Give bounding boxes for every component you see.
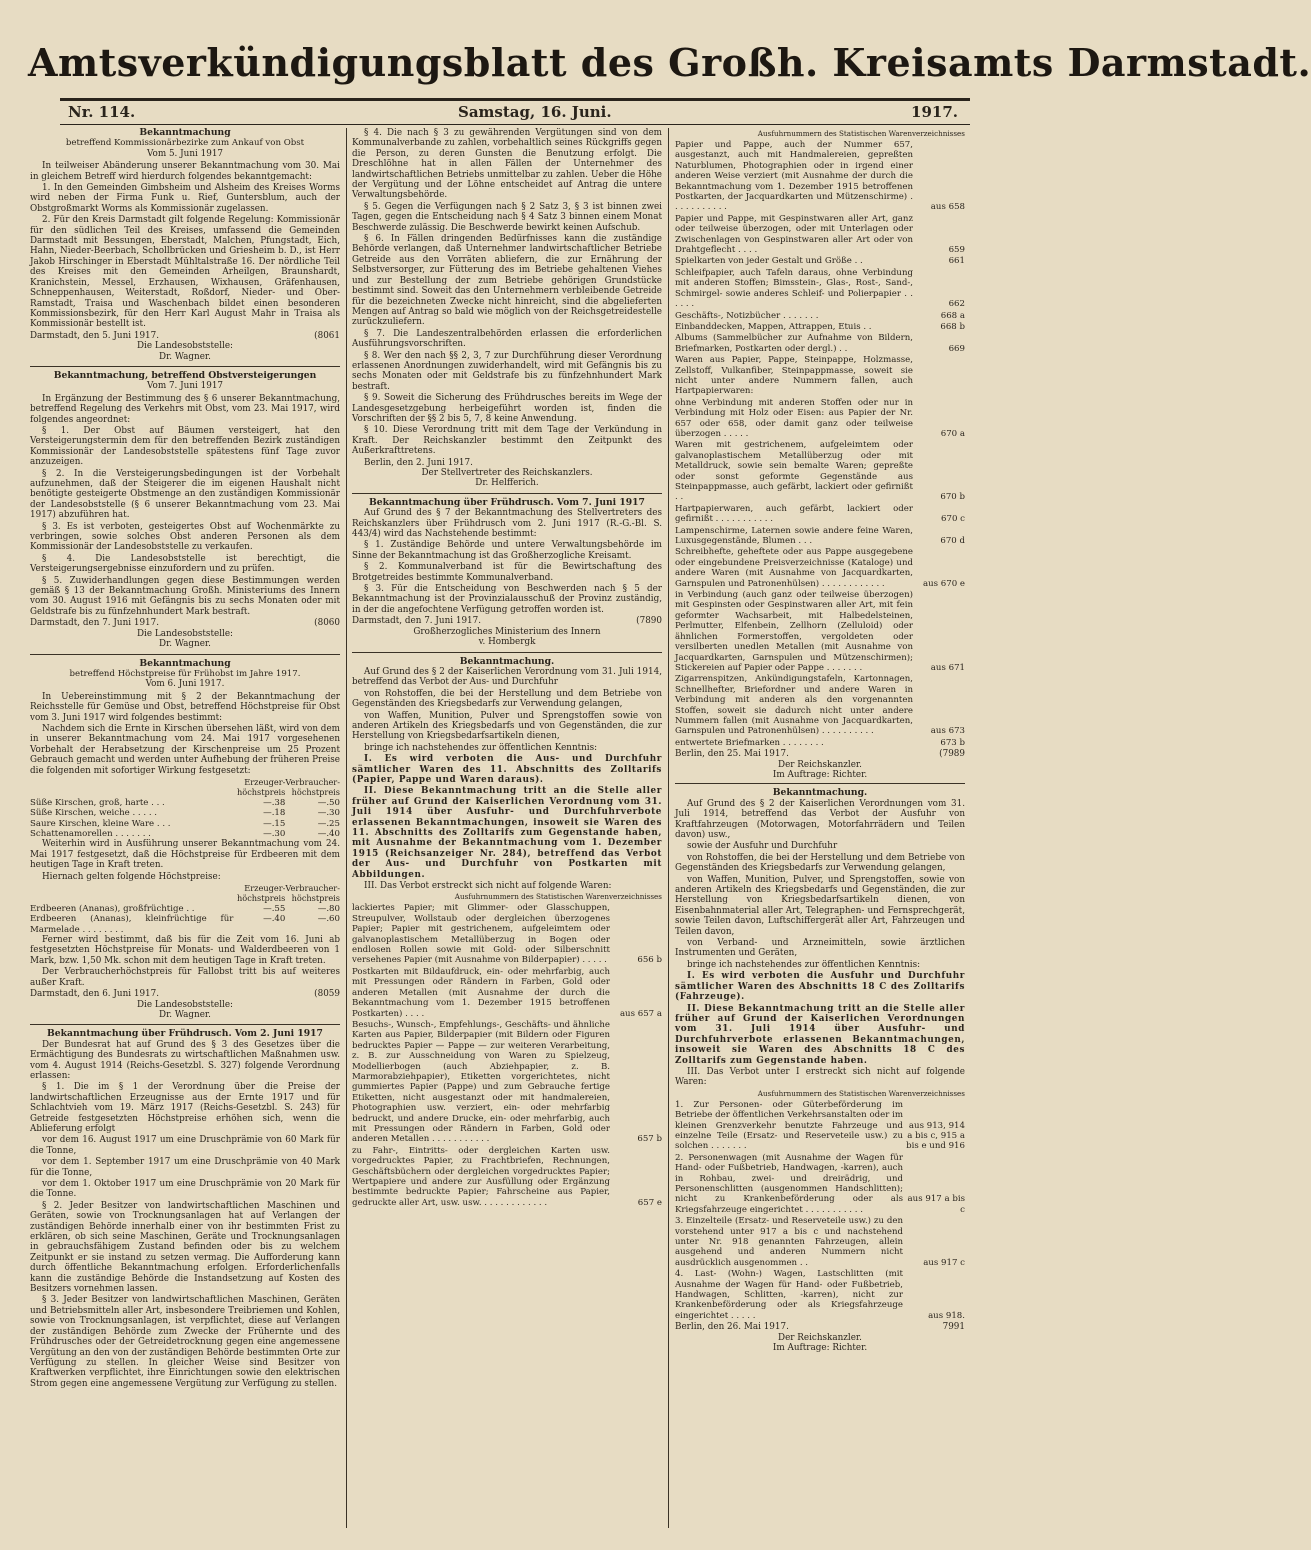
- consumer-price: —.30: [317, 808, 340, 819]
- notice-threshing-implementation: [352, 498, 662, 648]
- table-row: [30, 819, 340, 829]
- list-item: [352, 967, 662, 1020]
- column-header: Ausfuhrnummern des Statistischen Warenverzeichnisses: [757, 129, 965, 138]
- paragraph: § 3. Jeder Besitzer von landwirtschaftlichen Maschinen, Geräten und Betriebsmitteln aller Art, insbesondere Treibriemen und Kohlen, sowie von Trocknungsanlagen, ist verpflichtet, diese auf Verlangen der zuständigen Behörde zum Zwecke der Frühernte und des Frühdrusches oder der Getreidetrocknung gegen eine angemessene Vergütung an den von der zuständigen Behörde bestimmten Orte zur Verfügung zu stellen. In gleicher Weise sind Besitzer von Kraftwerken verpflichtet, ihre Einrichtungen sowie den elektrischen Strom gegen eine angemessene Vergütung zur Verfügung zu stellen.: [30, 1295, 340, 1389]
- masthead-title: Amtsverkündigungsblatt des Großh. Kreisamts Darmstadt.: [28, 40, 1311, 85]
- table-row: [30, 904, 340, 914]
- item-number: 661: [948, 256, 965, 267]
- paragraph: bringe ich nachstehendes zur öffentlichen Kenntnis:: [364, 742, 598, 753]
- item-number: 670 d: [940, 536, 965, 547]
- list-item: [675, 311, 965, 322]
- item-description: Papier und Pappe, mit Gespinstwaren aller Art, ganz oder teilweise überzogen, oder mit Unterlagen oder Zwischenlagen von Gespinstwaren aller Art oder von Drahtgeflecht . . . .: [675, 213, 913, 256]
- item-number: aus 917 a bis c: [907, 1194, 965, 1215]
- paragraph: § 2. Jeder Besitzer von landwirtschaftlichen Maschinen und Geräten, sowie von Trocknungsanlagen hat auf Verlangen der zuständigen Behörde innerhalb einer von ihr bestimmten Frist zu erklären, ob sich seine Maschinen, Geräte und Trocknungsanlagen in gebrauchsfähigem Zustand befinden oder bis zu welchem Zeitpunkt er sie instand zu setzen vermag. Die Aufforderung kann durch öffentliche Bekanntmachung erfolgen. Erforderlichenfalls kann die zuständige Behörde die Instandsetzung auf Kosten des Besitzers vornehmen lassen.: [30, 1200, 340, 1295]
- signer-name: v. Hombergk: [478, 637, 536, 648]
- notice-paper-export-ban: [352, 657, 662, 1210]
- paragraph: Auf Grund des § 2 der Kaiserlichen Verordnungen vom 31. Juli 1914, betreffend das Verbot der Ausfuhr von Kraftfahrzeugen (Motorwagen, Motorfahrrädern und Teilen davon) usw.,: [675, 798, 965, 840]
- paragraph: § 4. Die nach § 3 zu gewährenden Vergütungen sind von dem Kommunalverbande zu zahlen, vorbehaltlich seines Rückgriffs gegen die Person, zu deren Gunsten die Benutzung erfolgt. Die Dreschlöhne hat in allen Fällen der Unternehmer des landwirtschaftlichen Betriebs unmittelbar zu zahlen. Ueber die Höhe der Vergütung und der Löhne entscheidet auf Antrag die untere Verwaltungsbehörde.: [352, 128, 662, 201]
- producer-price: —.30: [263, 829, 286, 839]
- paragraph: § 7. Die Landeszentralbehörden erlassen die erforderlichen Ausführungsvorschriften.: [352, 328, 662, 350]
- item-number: aus 673: [930, 726, 965, 737]
- notice-title: Bekanntmachung: [139, 657, 231, 669]
- notice-commission-districts: [30, 128, 340, 362]
- item-number: 657 e: [637, 1197, 662, 1208]
- paragraph: § 8. Wer den nach §§ 2, 3, 7 zur Durchführung dieser Verordnung erlassenen Anordnungen zuwiderhandelt, wird mit Gefängnis bis zu sechs Monaten oder mit Geldstrafe bis zu fünfzehnhundert Mark bestraft.: [352, 350, 662, 392]
- notice-date: Vom 5. Juni 1917: [146, 148, 224, 159]
- row-label: Schattenamorellen . . . . . . .: [30, 829, 151, 839]
- item-description: Hartpapierwaren, auch gefärbt, lackiert oder gefirnißt . . . . . . . . . . .: [675, 503, 913, 525]
- signer-name: Dr. Wagner.: [159, 351, 211, 362]
- paragraph: bringe ich nachstehendes zur öffentlichen Kenntnis:: [687, 959, 921, 970]
- paragraph: § 3. Für die Entscheidung von Beschwerden nach § 5 der Bekanntmachung ist der Provinzialausschuß der Provinz zuständig, in der die angefochtene Verfügung getroffen worden ist.: [352, 584, 662, 615]
- paragraph: von Waffen, Munition, Pulver, und Sprengstoffen, sowie von anderen Artikeln des Kriegsbedarfs und Gegenständen, die zur Herstellung von Kriegsbedarfsartikeln dienen, von Eisenbahnmaterial aller Art, Telegraphen- und Fernsprechgerät, sowie Teilen davon, Luftschiffergerät aller Art, Fahrzeugen und Teilen davon,: [675, 874, 965, 937]
- paragraph: III. Das Verbot unter I erstreckt sich nicht auf folgende Waren:: [675, 1066, 965, 1088]
- paragraph: In teilweiser Abänderung unserer Bekanntmachung vom 30. Mai in gleichem Betreff wird hierdurch folgendes bekanntgemacht:: [30, 161, 340, 182]
- item-description: Albums (Sammelbücher zur Aufnahme von Bildern, Briefmarken, Postkarten oder dergl.) . .: [675, 333, 913, 354]
- paragraph: III. Das Verbot erstreckt sich nicht auf folgende Waren:: [364, 881, 612, 892]
- item-description: 2. Personenwagen (mit Ausnahme der Wagen für Hand- oder Fußbetrieb, Handwagen, -karren), auch in Rohbau, zwei- und dreirädrig, und Personenschlitten (ausgenommen Handschlitten); nicht zu Krankenbeförderung oder als Kriegsfahrzeuge eingerichtet . . . . . . . . . . .: [675, 1152, 903, 1215]
- item-description: 4. Last- (Wohn-) Wagen, Lastschlitten (mit Ausnahme der Wagen für Hand- oder Fußbetrieb, Handwagen, Schlitten, -karren), nicht zur Krankenbeförderung oder als Kriegsfahrzeuge eingerichtet . . . . .: [675, 1269, 903, 1321]
- list-item: [675, 1216, 965, 1269]
- list-item: [675, 1100, 965, 1153]
- table-header-row: [30, 777, 340, 798]
- signer-name: Im Auftrage: Richter.: [772, 769, 868, 780]
- paragraph: Nachdem sich die Ernte in Kirschen übersehen läßt, wird von dem in unserer Bekanntmachung vom 24. Mai 1917 vorgesehenen Vorbehalt der Herabsetzung der Kirschenpreise um 25 Prozent Gebrauch gemacht und werden unter Aufhebung der früheren Preise die folgenden mit sofortiger Wirkung festgesetzt:: [30, 723, 340, 776]
- signature-line: [675, 749, 965, 759]
- paragraph: vor dem 1. Oktober 1917 um eine Druschprämie von 20 Mark für die Tonne.: [30, 1179, 340, 1200]
- exempt-goods-list: [352, 903, 662, 1209]
- column-header: Verbraucher- höchstpreis: [285, 883, 340, 904]
- exempt-vehicles-list: [675, 1100, 965, 1323]
- separator: [352, 493, 662, 494]
- signer-name: Dr. Wagner.: [159, 639, 211, 650]
- place-date: Darmstadt, den 7. Juni 1917.: [352, 616, 482, 627]
- paragraph: § 2. In die Versteigerungsbedingungen ist der Vorbehalt aufzunehmen, daß der Steigerer die im eigenen Haushalt nicht benötigte gesteigerte Obstmenge an den zuständigen Kommissionär der Landesobststelle (§ 6 unserer Bekanntmachung vom 23. Mai 1917) abzuführen hat.: [30, 468, 340, 521]
- signature-line: [30, 989, 340, 999]
- issue-year: 1917.: [911, 103, 958, 121]
- separator: [352, 652, 662, 653]
- paragraph: vor dem 16. August 1917 um eine Druschprämie von 60 Mark für die Tonne,: [30, 1135, 340, 1156]
- item-description: Zigarrenspitzen, Ankündigungstafeln, Kartonnagen, Schnellhefter, Briefordner und andere Waren in Verbindung mit anderen als den vorgenannten Stoffen, soweit sie dadurch nicht unter andere Nummern fallen (mit Ausnahme von Jacquardkarten, Garnspulen und Patronenhülsen) . . . . . . . . . .: [675, 674, 913, 737]
- item-description: Einbanddecken, Mappen, Attrappen, Etuis . .: [675, 321, 872, 332]
- item-number: aus 671: [930, 662, 965, 673]
- issue-date: Samstag, 16. Juni.: [458, 103, 612, 121]
- table-header-row: [30, 883, 340, 904]
- notice-title: Bekanntmachung, betreffend Obstversteigerungen: [53, 369, 317, 381]
- reference-number: (7890: [636, 616, 662, 627]
- item-number: 670 a: [940, 428, 965, 439]
- column-divider-1: [346, 128, 347, 1528]
- item-number: 662: [948, 299, 965, 310]
- dateline: [68, 103, 958, 123]
- column-divider-2: [668, 128, 669, 1528]
- paragraph: von Rohstoffen, die bei der Herstellung und dem Betriebe von Gegenständen des Kriegsbedarfs zur Verwendung gelangen,: [675, 852, 965, 874]
- row-label: Erdbeeren (Ananas), großfrüchtige . .: [30, 903, 195, 914]
- list-item: [675, 547, 965, 590]
- place-date: Darmstadt, den 6. Juni 1917.: [30, 989, 160, 1000]
- item-number: aus 658: [930, 202, 965, 213]
- signature-line: [675, 1322, 965, 1332]
- column-header: Ausfuhrnummern des Statistischen Warenverzeichnisses: [757, 1088, 965, 1098]
- spaced-paragraph: II. Diese Bekanntmachung tritt an die Stelle aller früher auf Grund der Kaiserlichen Verordnung vom 31. Juli 1914 über Ausfuhr- und Durchfuhrverbote erlassenen Bekanntmachungen, insoweit sie Waren des 11. Abschnitts des Zolltarifs zum Gegenstande haben, mit Ausnahme der Bekanntmachung vom 1. Dezember 1915 (Reichsanzeiger Nr. 284), betreffend das Verbot der Aus- und Durchfuhr von Postkarten mit Abbildungen.: [352, 786, 662, 880]
- row-label: Erdbeeren (Ananas), kleinfrüchtige für Marmelade . . . . . . . .: [30, 914, 234, 935]
- consumer-price: —.80: [317, 903, 340, 914]
- producer-price: —.15: [263, 818, 286, 829]
- signature-line: [352, 616, 662, 626]
- notice-title: Bekanntmachung über Frühdrusch. Vom 7. Juni 1917: [369, 496, 645, 508]
- item-number: aus 917 c: [923, 1257, 965, 1268]
- list-item: [675, 268, 965, 311]
- item-description: lackiertes Papier; mit Glimmer- oder Glasschuppen, Streupulver, Wollstaub oder dergleichen überzogenes Papier; Papier mit gestrichenem, aufgeleimtem oder galvanoplastischem Metallüberzug in Bogen oder endlosen Rollen sowie mit Gold- oder Silberschnitt versehenes Papier (mit Ausnahme von Bilderpapier) . . . . .: [352, 903, 610, 966]
- item-number: 668 b: [940, 321, 965, 332]
- signer-office: Der Stellvertreter des Reichskanzlers.: [421, 468, 593, 478]
- list-item: [675, 1269, 965, 1322]
- notice-date: Vom 7. Juni 1917: [146, 381, 224, 392]
- signer-office: Die Landesobststelle:: [136, 999, 233, 1010]
- row-label: Saure Kirschen, kleine Ware . . .: [30, 818, 171, 829]
- list-item: [675, 504, 965, 526]
- signer-office: Die Landesobststelle:: [136, 341, 233, 352]
- issue-number: Nr. 114.: [68, 103, 136, 121]
- paragraph: Der Bundesrat hat auf Grund des § 3 des Gesetzes über die Ermächtigung des Bundesrats zu wirtschaftlichen Maßnahmen usw. vom 4. August 1914 (Reichs-Gesetzbl. S. 327) folgende Verordnung erlassen:: [30, 1039, 340, 1081]
- item-description: 3. Einzelteile (Ersatz- und Reserveteile usw.) zu den vorstehend unter 917 a bis c und nachstehend unter Nr. 918 genannten Fahrzeugen, allein ausgehend und anderen Nummern nicht ausdrücklich ausgenommen . .: [675, 1216, 903, 1268]
- item-number: 668 a: [940, 310, 965, 321]
- list-item: [675, 526, 965, 548]
- paragraph: Hiernach gelten folgende Höchstpreise:: [42, 871, 221, 882]
- paragraph: In Uebereinstimmung mit § 2 der Bekanntmachung der Reichsstelle für Gemüse und Obst, betreffend Höchstpreise für Obst vom 3. Juni 1917 wird folgendes bestimmt:: [30, 691, 340, 723]
- paragraph: § 1. Die im § 1 der Verordnung über die Preise der landwirtschaftlichen Erzeugnisse aus der Ernte 1917 und für Schlachtvieh vom 19. März 1917 (Reichs-Gesetzbl. S. 243) für Getreide festgesetzten Höchstpreise erhöhen sich, wenn die Ablieferung erfolgt: [30, 1082, 340, 1134]
- reference-number: (8060: [314, 618, 340, 629]
- item-number: aus 657 a: [619, 1008, 662, 1019]
- paragraph: § 5. Zuwiderhandlungen gegen diese Bestimmungen werden gemäß § 13 der Bekanntmachung Großh. Ministeriums des Innern vom 30. August 1916 mit Gefängnis bis zu sechs Monaten oder mit Geldstrafe bis zu fünfzehnhundert Mark bestraft.: [30, 575, 340, 617]
- separator: [30, 1024, 340, 1025]
- item-description: in Verbindung (auch ganz oder teilweise überzogen) mit Gespinsten oder Gespinstwaren aller Art, mit fein geformter Wachsarbeit, mit Halbedelsteinen, Perlmutter, Elfenbein, Zellhorn (Zelluloid) oder ähnlichen Formerstoffen, vergoldeten oder versilberten unedlen Metallen (mit Ausnahme von Jacquardkarten, Garnspulen und Mützenschirmen); Stickereien auf Papier oder Pappe . . . . . . .: [675, 590, 913, 673]
- notice-title: Bekanntmachung.: [772, 787, 868, 799]
- list-item: [675, 355, 965, 398]
- item-description: Spielkarten von jeder Gestalt und Größe . .: [675, 256, 863, 267]
- item-description: Besuchs-, Wunsch-, Empfehlungs-, Geschäfts- und ähnliche Karten aus Papier, Bilderpapier (mit Bildern oder Figuren bedrucktes Papier — Pappe — zur weiteren Verarbeitung, z. B. zur Ausschneidung von Waren zu Spielzeug, Modellierbogen (auch Abziehpapier, z. B. Marmorabziehpapier), Etiketten vorgerichtetes, nicht gummiertes Papier (Pappe) und zum Gebrauche fertige Etiketten, nicht ausgestanzt oder mit handmalereien, Photographien usw. verziert, ein- oder mehrfarbig bedruckt, und andere Drucke, ein- oder mehrfarbig, auch mit Pressungen oder Rändern in Farben, Gold oder anderen Metallen . . . . . . . . . . .: [352, 1019, 610, 1145]
- list-item: [352, 1146, 662, 1209]
- item-description: Geschäfts-, Notizbücher . . . . . . .: [675, 310, 819, 321]
- list-item: [675, 440, 965, 503]
- place-date: Darmstadt, den 7. Juni 1917.: [30, 618, 160, 629]
- place-date: Darmstadt, den 5. Juni 1917.: [30, 330, 160, 341]
- notice-title: Bekanntmachung: [139, 127, 231, 138]
- paragraph: sowie der Ausfuhr und Durchfuhr: [687, 841, 838, 852]
- paragraph: § 10. Diese Verordnung tritt mit dem Tage der Verkündung in Kraft. Der Reichskanzler bestimmt den Zeitpunkt des Außerkrafttretens.: [352, 425, 662, 457]
- notice-vehicle-export-ban: [675, 788, 965, 1353]
- item-number: aus 670 e: [922, 578, 965, 589]
- list-item: [675, 256, 965, 267]
- item-description: entwertete Briefmarken . . . . . . . .: [675, 737, 824, 748]
- cherry-price-table: [30, 777, 340, 839]
- paragraph: § 9. Soweit die Sicherung des Frühdrusches bereits im Wege der Landesgesetzgebung herbeigeführt worden ist, finden die Vorschriften der §§ 2 bis 5, 7, 8 keine Anwendung.: [352, 393, 662, 424]
- column-2: [352, 128, 662, 1538]
- spaced-paragraph: II. Diese Bekanntmachung tritt an die Stelle aller früher auf Grund der Kaiserlichen Verordnungen vom 31. Juli 1914 über Ausfuhr- und Durchfuhrverbote erlassenen Bekanntmachungen, insoweit sie Waren des Abschnitts 18 C des Zolltarifs zum Gegenstande haben.: [675, 1003, 965, 1066]
- list-item: [675, 1153, 965, 1216]
- masthead-rule-bottom: [60, 124, 970, 125]
- paragraph: Ferner wird bestimmt, daß bis für die Zeit vom 16. Juni ab festgesetzten Höchstpreise für Monats- und Walderdbeeren von 1 Mark, bzw. 1,50 Mk. schon mit dem heutigen Tage in Kraft treten.: [30, 935, 340, 966]
- column-header: Ausfuhrnummern des Statistischen Warenverzeichnisses: [454, 892, 662, 902]
- paper-goods-list: [675, 140, 965, 749]
- column-1: [30, 128, 340, 1538]
- signer-office: Großherzogliches Ministerium des Innern: [413, 626, 601, 637]
- strawberry-price-table: [30, 883, 340, 935]
- notice-title: Bekanntmachung über Frühdrusch. Vom 2. Juni 1917: [47, 1028, 323, 1040]
- item-number: aus 913, 914 a bis c, 915 a bis e und 916: [906, 1120, 965, 1152]
- notice-subtitle: betreffend Kommissionärbezirke zum Ankauf von Obst: [65, 138, 305, 149]
- paragraph: In Ergänzung der Bestimmung des § 6 unserer Bekanntmachung, betreffend Regelung des Verkehrs mit Obst, vom 23. Mai 1917, wird folgendes angeordnet:: [30, 393, 340, 425]
- place-date: Berlin, den 2. Juni 1917.: [364, 457, 473, 468]
- paragraph: 2. Für den Kreis Darmstadt gilt folgende Regelung: Kommissionär für den südlichen Teil des Kreises, umfassend die Gemeinden Darmstadt mit Bessungen, Eberstadt, Malchen, Pfungstadt, Eich, Hahn, Nieder-Beerbach, Schollbrücken und Griesheim b. D., ist Herr Jakob Hirschinger in Eberstadt Mühltalstraße 16. Der nördliche Teil des Kreises mit den Gemeinden Arheilgen, Braunshardt, Kranichstein, Messel, Erzhausen, Wixhausen, Gräfenhausen, Schneppenhausen, Weiterstadt, Roßdorf, Nieder- und Ober-Ramstadt, Traisa und Waschenbach bildet einen besonderen Kommissionsbezirk, für den Herr Karl August Mahr in Traisa als Kommissionär bestellt ist.: [30, 215, 340, 330]
- paragraph: von Waffen, Munition, Pulver und Sprengstoffen sowie von anderen Artikeln des Kriegsbedarfs und von Gegenständen, die zur Herstellung von Kriegsbedarfsartikeln dienen,: [352, 710, 662, 742]
- signer-name: Dr. Helfferich.: [475, 478, 539, 489]
- item-description: Schreibhefte, geheftete oder aus Pappe ausgegebene oder eingebundene Preisverzeichnisse (Kataloge) und andere Waren (mit Ausnahme von Jacquardkarten, Garnspulen und Patronenhülsen) . . . . . . . . . . . .: [675, 547, 913, 589]
- item-number: 673 b: [940, 737, 965, 748]
- reference-number: (8061: [314, 330, 340, 341]
- notice-date: Vom 6. Juni 1917.: [145, 679, 225, 690]
- notice-title: Bekanntmachung.: [459, 655, 555, 667]
- consumer-price: —.25: [317, 818, 340, 829]
- item-description: Papier und Pappe, auch der Nummer 657, ausgestanzt, auch mit Handmalereien, gepreßten Naturblumen, Photographien oder in irgend einer anderen Weise verziert (mit Ausnahme der durch die Bekanntmachung vom 1. Dezember 1915 betroffenen Postkarten, der Jacquardkarten und Mützenschirme) . . . . . . . . . . .: [675, 140, 913, 213]
- column-header: Erzeuger- höchstpreis: [237, 883, 286, 904]
- separator: [30, 366, 340, 367]
- notice-subtitle: betreffend Höchstpreise für Frühobst im Jahre 1917.: [69, 668, 301, 679]
- column-3: [675, 128, 965, 1538]
- reference-number: (8059: [314, 989, 340, 1000]
- consumer-price: —.40: [317, 829, 340, 839]
- row-label: Süße Kirschen, groß, harte . . .: [30, 797, 165, 808]
- masthead-rule-top: [60, 98, 970, 101]
- row-label: Süße Kirschen, weiche . . . . .: [30, 808, 158, 819]
- separator: [30, 654, 340, 655]
- reference-number: (7989: [939, 749, 965, 760]
- table-row: [30, 798, 340, 808]
- item-description: Lampenschirme, Laternen sowie andere feine Waren, Luxusgegenstände, Blumen . . .: [675, 525, 913, 547]
- item-number: 657 b: [637, 1134, 662, 1145]
- notice-early-fruit-prices: [30, 659, 340, 1021]
- notice-fruit-auctions: [30, 371, 340, 650]
- signer-name: Dr. Wagner.: [159, 1009, 211, 1020]
- paragraph: Weiterhin wird in Ausführung unserer Bekanntmachung vom 24. Mai 1917 festgesetzt, daß die Höchstpreise für Erdbeeren mit dem heutigen Tage in Kraft treten.: [30, 839, 340, 871]
- item-number: 659: [948, 245, 965, 256]
- item-description: Postkarten mit Bildaufdruck, ein- oder mehrfarbig, auch mit Pressungen oder Rändern in Farben, Gold oder anderen Metallen (mit Ausnahme der durch die Bekanntmachung vom 1. Dezember 1915 betroffenen Postkarten) . . . .: [352, 966, 610, 1019]
- item-description: ohne Verbindung mit anderen Stoffen oder nur in Verbindung mit Holz oder Eisen: aus Papier der Nr. 657 oder 658, oder damit ganz oder teilweise überzogen . . . . .: [675, 397, 913, 439]
- producer-price: —.55: [263, 903, 286, 914]
- table-row: [30, 914, 340, 935]
- place-date: Berlin, den 25. Mai 1917.: [675, 749, 789, 760]
- item-description: zu Fahr-, Eintritts- oder dergleichen Karten usw. vorgedrucktes Papier, zu Frachtbriefen, Rechnungen, Geschäftsbüchern oder dergleichen vorgedrucktes Papier; Wertpapiere und andere zur Ausfüllung oder Ergänzung bestimmte bedruckte Papier; Fahrscheine aus Papier, gedruckte aller Art, usw. usw. . . . . . . . . . . . .: [352, 1145, 610, 1208]
- signer-office: Der Reichskanzler.: [778, 759, 862, 770]
- list-item: [675, 333, 965, 355]
- item-description: Waren aus Papier, Pappe, Steinpappe, Holzmasse, Zellstoff, Vulkanfiber, Steinpappmasse, soweit sie nicht unter andere Nummern fallen, auch Hartpapierwaren:: [675, 355, 913, 397]
- list-item: [675, 738, 965, 749]
- item-number: 669: [948, 343, 965, 354]
- paragraph: von Verband- und Arzneimitteln, sowie ärztlichen Instrumenten und Geräten,: [675, 938, 965, 959]
- signer-name: Im Auftrage: Richter.: [772, 1343, 868, 1354]
- paragraph: § 3. Es ist verboten, gesteigertes Obst auf Wochenmärkte zu verbringen, sowie solches Obst anderen Personen als dem Kommissionär der Landesobststelle zu verkaufen.: [30, 521, 340, 553]
- item-number: 670 b: [940, 492, 965, 503]
- notice-early-threshing: [30, 1029, 340, 1389]
- paragraph: 1. In den Gemeinden Gimbsheim und Alsheim des Kreises Worms wird neben der Firma Funk u. Rief, Guntersblum, auch der Obstgroßmarkt Worms als Kommissionär zugelassen.: [30, 183, 340, 214]
- item-description: Waren mit gestrichenem, aufgeleimtem oder galvanoplastischem Metallüberzug oder mit Metalldruck, sowie sein bemalte Waren; gepreßte oder sonst geformte Gegenstände aus Steinpappmasse, auch gefärbt, lackiert oder gefirnißt . .: [675, 440, 913, 503]
- place-date: Berlin, den 26. Mai 1917.: [675, 1322, 789, 1333]
- signer-office: Die Landesobststelle:: [136, 628, 233, 639]
- producer-price: —.38: [263, 797, 286, 808]
- list-item: [352, 903, 662, 966]
- paragraph: von Rohstoffen, die bei der Herstellung und dem Betriebe von Gegenständen des Kriegsbedarfs zur Verwendung gelangen,: [352, 688, 662, 710]
- list-item: [675, 398, 965, 441]
- separator: [675, 783, 965, 784]
- signer-office: Der Reichskanzler.: [778, 1332, 862, 1343]
- list-item: [675, 674, 965, 737]
- table-row: [30, 829, 340, 839]
- paragraph: § 6. In Fällen dringenden Bedürfnisses kann die zuständige Behörde verlangen, daß Unternehmer landwirtschaftlicher Betriebe Getreide aus den Vorräten abliefern, die zur Ernährung der Selbstversorger, zur Fütterung des im Betriebe gehaltenen Viehes und zur Bestellung der zum Betriebe gehörigen Grundstücke bestimmt sind. Soweit das den Unternehmern verbleibende Getreide für die bezeichneten Zwecke nicht hinreicht, sind die abgelieferten Mengen auf Antrag so bald wie möglich von der Reichsgetreidestelle zurückzuliefern.: [352, 234, 662, 328]
- spaced-paragraph: I. Es wird verboten die Ausfuhr und Durchfuhr sämtlicher Waren des Abschnitts 18 C des Zolltarifs (Fahrzeuge).: [675, 971, 965, 1003]
- paragraph: § 1. Der Obst auf Bäumen versteigert, hat den Versteigerungstermin dem für den betreffenden Bezirk zuständigen Kommissionär der Landesobststelle spätestens fünf Tage zuvor anzuzeigen.: [30, 425, 340, 468]
- column-header: Verbraucher- höchstpreis: [285, 776, 340, 798]
- spaced-paragraph: I. Es wird verboten die Aus- und Durchfuhr sämtlicher Waren des 11. Abschnitts des Zolltarifs (Papier, Pappe und Waren daraus).: [352, 754, 662, 785]
- column-header: Erzeuger- höchstpreis: [237, 776, 286, 798]
- consumer-price: —.50: [317, 797, 340, 808]
- paragraph: vor dem 1. September 1917 um eine Druschprämie von 40 Mark für die Tonne,: [30, 1157, 340, 1178]
- paragraph: § 4. Die Landesobststelle ist berechtigt, die Versteigerungsergebnisse einzufordern und zu prüfen.: [30, 553, 340, 575]
- item-description: Schleifpapier, auch Tafeln daraus, ohne Verbindung mit anderen Stoffen; Bimsstein-, Glas-, Rost-, Sand-, Schmirgel- sowie anderes Schleif- und Polierpapier . . . . . .: [675, 267, 913, 310]
- paragraph: Auf Grund des § 2 der Kaiserlichen Verordnung vom 31. Juli 1914, betreffend das Verbot der Aus- und Durchfuhr: [352, 666, 662, 688]
- item-number: 656 b: [637, 955, 662, 966]
- signature-line: [30, 618, 340, 628]
- paragraph: § 5. Gegen die Verfügungen nach § 2 Satz 3, § 3 ist binnen zwei Tagen, gegen die Entscheidung nach § 4 Satz 3 binnen einem Monat Beschwerde zulässig. Die Beschwerde bewirkt keinen Aufschub.: [352, 201, 662, 233]
- list-item: [675, 590, 965, 674]
- paragraph: Der Verbraucherhöchstpreis für Fallobst tritt bis auf weiteres außer Kraft.: [30, 967, 340, 988]
- threshing-continuation: [352, 128, 662, 489]
- signature-line: [30, 331, 340, 341]
- item-description: 1. Zur Personen- oder Güterbeförderung im Betriebe der öffentlichen Verkehrsanstalten oder im kleinen Grenzverkehr benutzte Fahrzeuge und einzelne Teile (Ersatz- und Reserveteile usw.) zu solchen . . . . . . .: [675, 1099, 903, 1152]
- producer-price: —.40: [263, 914, 286, 925]
- paragraph: § 1. Zuständige Behörde und untere Verwaltungsbehörde im Sinne der Bekanntmachung ist das Großherzogliche Kreisamt.: [352, 540, 662, 561]
- reference-number: 7991: [942, 1322, 965, 1333]
- paragraph: Auf Grund des § 7 der Bekanntmachung des Stellvertreters des Reichskanzlers über Frühdrusch vom 2. Juni 1917 (R.-G.-Bl. S. 443/4) wird das Nachstehende bestimmt:: [352, 508, 662, 540]
- list-item: [675, 214, 965, 257]
- consumer-price: —.60: [317, 914, 340, 925]
- list-item: [675, 140, 965, 214]
- item-number: [913, 355, 965, 398]
- item-number: 670 c: [941, 514, 965, 525]
- list-item: [352, 1020, 662, 1146]
- paragraph: § 2. Kommunalverband ist für die Bewirtschaftung des Brotgetreides bestimmte Kommunalverband.: [352, 562, 662, 583]
- table-row: [30, 808, 340, 818]
- list-item: [675, 322, 965, 333]
- producer-price: —.18: [263, 808, 286, 819]
- item-number: aus 918.: [928, 1310, 965, 1321]
